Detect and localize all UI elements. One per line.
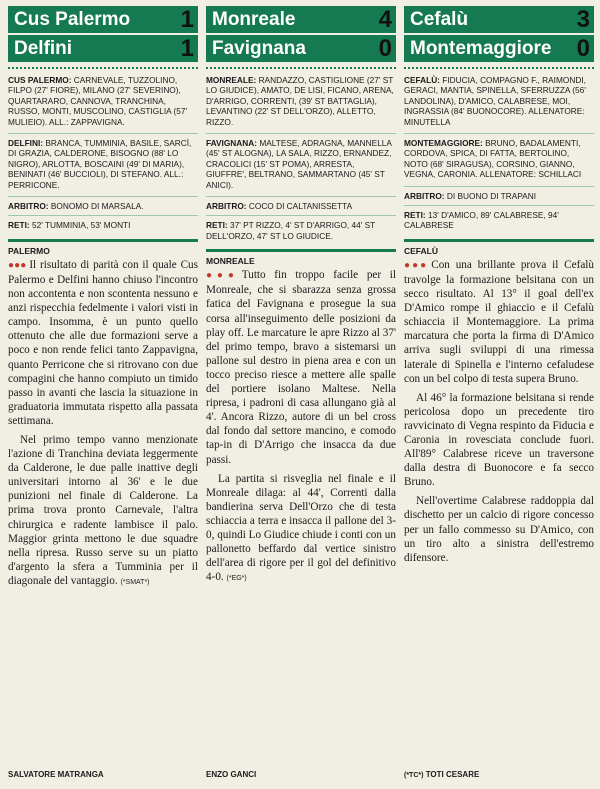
home-team-bar [404,6,594,33]
away-lineup-label: FAVIGNANA: [206,138,258,149]
article-body [404,258,594,570]
article-kicker: CEFALÙ [404,239,594,256]
dotted-divider [206,67,396,69]
goals-label: RETI: [8,220,30,231]
home-lineup-players: FIDUCIA, COMPAGNO F., RAIMONDI, GERACI, MANTIA, SPINELLA, SFERRUZZA (56' LANDOLINA), D'AMICO, CALABRESE, MOI, INGRASSIA (84' BUONOCORE). ALLENATORE: MINUTELLA [404,75,586,127]
home-lineup-players: CARNEVALE, TUZZOLINO, FILPO (27' FIORE), MILANO (27' SEVERINO), QUARTARARO, CANNOVA, TRANCHINA, RUSSO, MONTI, MUSCOLINO, CASTIGLIA (57' MULIEIO). ALL.: ZAPPAVIGNA. [8,75,188,127]
away-lineup-players: BRUNO, BADALAMENTI, CORDOVA, SPICA, DI FATTA, BERTOLINO, NOTO (68' SIRAGUSA), CORSINO, GIANNO, VEGNA, CARONIA. ALLENATORE: SCHILLACI [404,138,582,180]
away-lineup-label: DELFINI: [8,138,44,149]
home-team-goals: 1 [180,6,194,33]
away-team-name: Delfini [14,37,73,59]
goals-text: 52' TUMMINIA, 53' MONTI [31,220,131,231]
away-lineup [8,138,198,190]
referee-label: ARBITRO: [8,201,49,212]
divider [8,215,198,216]
divider [206,133,396,134]
away-team-name: Favignana [212,37,306,59]
referee-label: ARBITRO: [206,201,247,212]
goals-text: 37' PT RIZZO, 4' ST D'ARRIGO, 44' ST DELL'ORZO, 47' ST LO GIUDICE. [206,220,376,241]
away-lineup [404,138,594,180]
away-team-name: Montemaggiore [410,37,552,59]
article-kicker: PALERMO [8,239,198,256]
dotted-divider [8,67,198,69]
referee-name: COCO DI CALTANISSETTA [248,201,353,212]
home-team-goals: 4 [378,6,392,33]
home-team-name: Monreale [212,8,296,30]
goals-line [206,220,396,241]
author-name: SALVATORE MATRANGA [8,770,104,779]
home-lineup-label: CEFALÙ: [404,75,440,85]
article-body [8,258,198,595]
divider [404,186,594,187]
home-team-bar [206,6,396,33]
away-team-bar [206,35,396,62]
author-name: TOTI CESARE [425,770,480,779]
article-paragraph: Nell'overtime Calabrese raddoppia dal dischetto per un calcio di rigore concesso per un fallo commesso su D'Amico, con un tiro alto a sinistra dell'estremo difensore. [404,495,594,564]
article-paragraph: La partita si risveglia nel finale e il Monreale dilaga: al 44', Correnti dalla bandierina serva Dell'Orzo che di testa schiaccia a terra e insacca il pallone del 3-0, quindi Lo Giudice chiude i conti con un pallonetto beffardo dal vertice sinistro dell'area di rigore per il gol del definitivo 4-0. (*EG*) [206,472,396,584]
home-lineup [206,75,396,127]
home-team-goals: 3 [576,6,590,33]
referee-label: ARBITRO: [404,190,445,201]
author-signature: (*TC*) [404,772,424,779]
home-lineup-players: RANDAZZO, CASTIGLIONE (27' ST LO GIUDICE), AMATO, DE LISI, FICANO, ARENA, D'ARRIGO, CORRENTI, (39' ST BATTAGLIA), LEVANTINO (22' ST DELL'ORZO), ALLETTO, RIZZO. [206,75,394,127]
divider [404,133,594,134]
home-lineup [8,75,198,127]
article-paragraph: Al 46° la formazione belsitana si rende pericolosa dopo un precedente tiro ravvicinato di Vegna respinto da Fiducia e Caronia in rovesciata conclude fuori. All'89° Calabrese riceve un traversone dalla destra di Buonocore e fa secco Bruno. [404,391,594,489]
author-signature: (*EG*) [226,575,247,583]
match-column-1 [8,6,198,783]
away-team-bar [8,35,198,62]
divider [8,196,198,197]
article-paragraph: ●●● Tutto fin troppo facile per il Monreale, che si sbarazza senza grossa fatica del Favignana e prosegue la sua corsa all'inseguimento delle posizioni da play off. Le marcature le apre Rizzo al 37' del primo tempo, bravo a sistemarsi un pallone sul destro in piena area e con un tocco preciso riesce a mettere alle spalle del portiere isolano Maltese. Nella ripresa, i padroni di casa allungano già al 4'. Ancora Rizzo, autore di un bel cross dal fondo dal settore mancino, e comodo tap-in di D'Arrigo che insacca da due passi. [206,269,396,466]
divider [206,196,396,197]
away-team-bar [404,35,594,62]
home-lineup [404,75,594,127]
article-kicker: MONREALE [206,249,396,266]
lead-bullets-icon: ●●● [404,259,429,271]
author-name: ENZO GANCI [206,770,257,779]
away-lineup [206,138,396,190]
referee-line [206,201,396,211]
divider [206,215,396,216]
author-signature: (*SMAT*) [120,578,150,586]
author-byline [404,770,594,783]
referee-line [404,191,594,201]
away-lineup-players: BRANCA, TUMMINIA, BASILE, SARCÌ, DI GRAZIA, CALDERONE, BISOGNO (88' LO NIGRO), ARLOTTA, BOSCAINI (49' DI MARIA), BENINATI (46' BUCCIOLI), DI STEFANO. ALL.: PERRICONE. [8,138,192,190]
goals-line [404,210,594,231]
lead-bullets-icon: ●●● [206,270,239,282]
match-column-3 [404,6,594,783]
home-team-name: Cus Palermo [14,8,131,30]
home-lineup-label: CUS PALERMO: [8,75,72,85]
referee-name: DI BUONO DI TRAPANI [446,190,537,201]
away-team-goals: 0 [378,35,392,62]
article-paragraph: ●●● Il risultato di parità con il quale Cus Palermo e Delfini hanno chiuso l'incontro non accontenta e non scontenta nessuno e anzi rispecchia fedelmente i valori visti in campo. Insomma, è un punto quello ottenuto che alle due formazioni serve a poco e non rende felici tanto Zappavigna, quanto Perricone che si ritrovano con due compagini che hanno compiuto un timido passo in avanti che lascia la situazione in graduatoria immutata rispetto alla passata settimana. [8,258,198,427]
article-body [206,268,396,591]
away-lineup-players: MALTESE, ADRAGNA, MANNELLA (45' ST ALOGNA), LA SALA, RIZZO, ERNANDEZ, CRACOLICI (15' ST POMA), ARRESTA, GIUFFRE', BELTRANO, SAMMARTANO (45' ST ANICI). [206,138,392,190]
away-lineup-label: MONTEMAGGIORE: [404,138,483,149]
article-paragraph: Nel primo tempo vanno menzionate l'azione di Tranchina deviata leggermente da Calderone, le due palle inattive degli universitari intorno al 36' e le due punizioni nel finale di Calderone. La prima trova pronto Carnevale, l'altra chirurgica e radente lambisce il palo. Maggior grinta mettono le due squadre nella ripresa. Russo serve su un piatto d'argento la sfera a Tumminia per il diagonale del vantaggio. (*SMAT*) [8,434,198,587]
dotted-divider [404,67,594,69]
away-team-goals: 0 [576,35,590,62]
lead-bullets-icon: ●●● [8,259,27,271]
goals-label: RETI: [404,210,426,221]
away-team-goals: 1 [180,35,194,62]
article-paragraph: ●●● Con una brillante prova il Cefalù travolge la formazione belsitana con un secco risultato. Al 13° il goal dell'ex D'Amico rompe il ghiaccio e il Cefalù schiaccia il Montemaggiore. La prima marcatura che porta la firma di D'Amico arriva sugli sviluppi di una rimessa laterale di Spinella e l'interno cefaludese con un bel colpo di testa supera Bruno. [404,258,594,385]
referee-name: BONOMO DI MARSALA. [50,201,144,212]
divider [404,205,594,206]
home-team-bar [8,6,198,33]
referee-line [8,201,198,211]
goals-line [8,220,198,230]
match-column-2 [206,6,396,783]
goals-text: 13' D'AMICO, 89' CALABRESE, 94' CALABRESE [404,210,559,231]
goals-label: RETI: [206,220,228,231]
divider [8,133,198,134]
home-team-name: Cefalù [410,8,469,30]
home-lineup-label: MONREALE: [206,75,257,85]
